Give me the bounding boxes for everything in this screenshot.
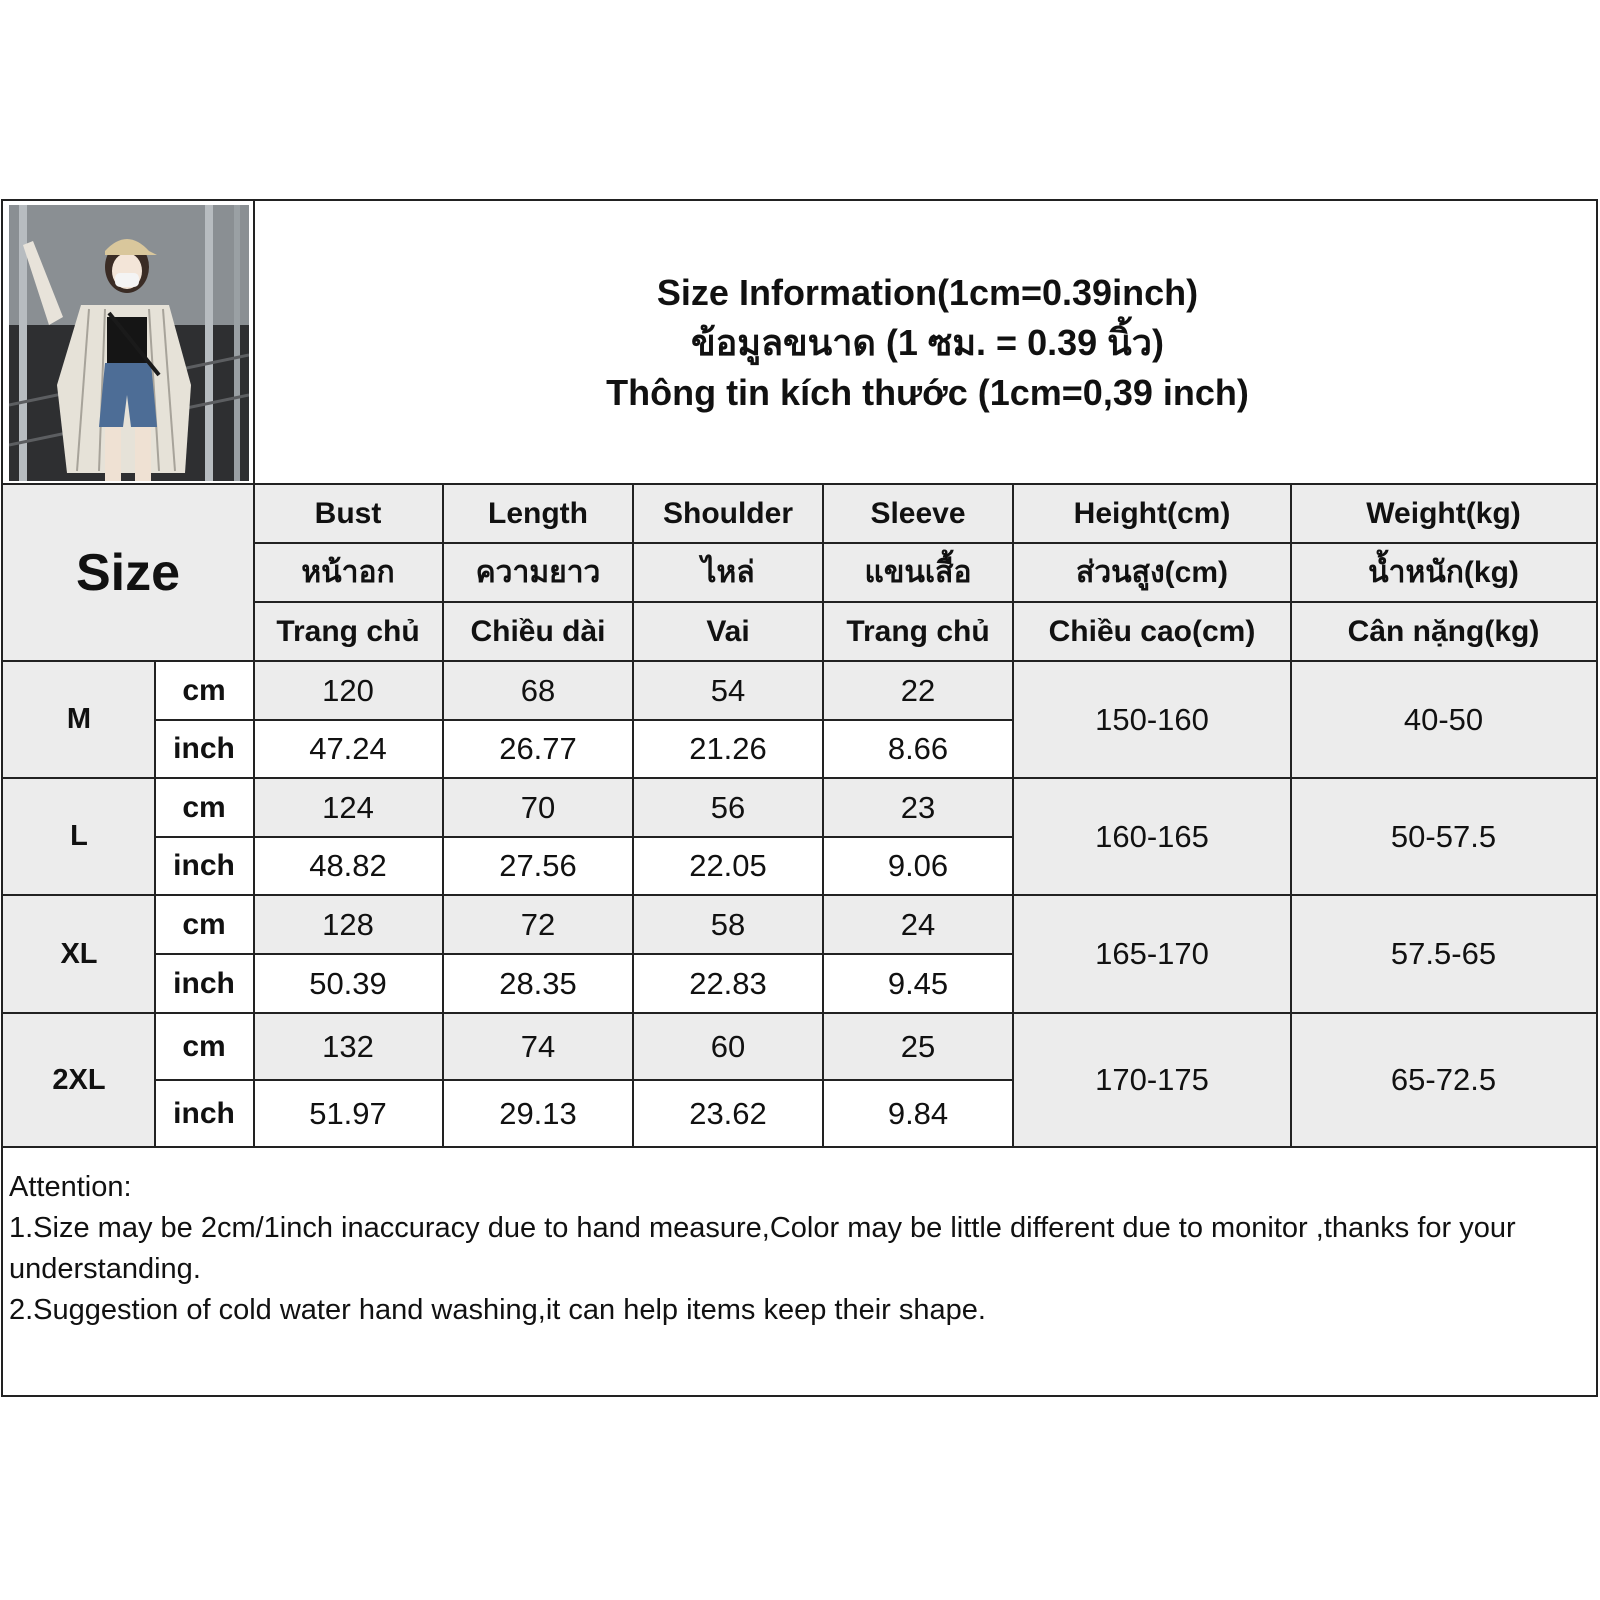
unit-cm-label: cm <box>155 895 253 954</box>
col-weight-vi: Cân nặng(kg) <box>1291 602 1596 661</box>
title-thai: ข้อมูลขนาด (1 ซม. = 0.39 นิ้ว) <box>691 321 1164 363</box>
model-photo-image <box>9 205 249 481</box>
col-sleeve-th: แขนเสื้อ <box>823 543 1013 602</box>
shoulder-inch-value: 21.26 <box>633 720 823 778</box>
grid-line <box>253 201 255 1146</box>
attention-notes <box>9 1167 1589 1331</box>
col-weight-th: น้ำหนัก(kg) <box>1291 543 1596 602</box>
attention-note-2: 2.Suggestion of cold water hand washing,it can help items keep their shape. <box>9 1294 986 1326</box>
size-label: XL <box>3 895 155 1013</box>
height-range-value: 150-160 <box>1013 661 1291 778</box>
col-sleeve-en: Sleeve <box>823 484 1013 543</box>
bust-cm-value: 128 <box>253 895 443 954</box>
col-length-th: ความยาว <box>443 543 633 602</box>
grid-line <box>155 1079 1013 1081</box>
bust-inch-value: 51.97 <box>253 1080 443 1147</box>
size-info-title <box>259 201 1596 484</box>
weight-range-value: 57.5-65 <box>1291 895 1596 1013</box>
col-height-th: ส่วนสูง(cm) <box>1013 543 1291 602</box>
grid-line <box>3 777 1596 779</box>
grid-line <box>253 601 1596 603</box>
bust-cm-value: 120 <box>253 661 443 720</box>
col-bust-vi: Trang chủ <box>253 602 443 661</box>
shoulder-inch-value: 22.05 <box>633 837 823 895</box>
col-shoulder-en: Shoulder <box>633 484 823 543</box>
height-range-value: 170-175 <box>1013 1013 1291 1147</box>
sleeve-inch-value: 8.66 <box>823 720 1013 778</box>
grid-line <box>155 953 1013 955</box>
col-bust-th: หน้าอก <box>253 543 443 602</box>
shoulder-inch-value: 23.62 <box>633 1080 823 1147</box>
sleeve-inch-value: 9.84 <box>823 1080 1013 1147</box>
bust-cm-value: 132 <box>253 1013 443 1080</box>
shoulder-cm-value: 56 <box>633 778 823 837</box>
attention-note-1: 1.Size may be 2cm/1inch inaccuracy due to hand measure,Color may be little different due to monitor ,thanks for your understanding. <box>9 1212 1516 1285</box>
col-bust-en: Bust <box>253 484 443 543</box>
grid-line <box>3 894 1596 896</box>
length-cm-value: 74 <box>443 1013 633 1080</box>
unit-cm-label: cm <box>155 778 253 837</box>
size-header: Size <box>3 484 253 661</box>
unit-cm-label: cm <box>155 1013 253 1080</box>
grid-line <box>1290 484 1292 1147</box>
attention-heading: Attention: <box>9 1171 132 1203</box>
grid-line <box>3 1146 1596 1148</box>
grid-line <box>442 484 444 1147</box>
length-inch-value: 29.13 <box>443 1080 633 1147</box>
grid-line <box>1012 484 1014 1147</box>
unit-inch-label: inch <box>155 720 253 778</box>
bust-cm-value: 124 <box>253 778 443 837</box>
size-label: L <box>3 778 155 895</box>
sleeve-inch-value: 9.06 <box>823 837 1013 895</box>
shoulder-cm-value: 54 <box>633 661 823 720</box>
length-cm-value: 68 <box>443 661 633 720</box>
sleeve-cm-value: 22 <box>823 661 1013 720</box>
shoulder-cm-value: 58 <box>633 895 823 954</box>
weight-range-value: 50-57.5 <box>1291 778 1596 895</box>
grid-line <box>822 484 824 1147</box>
length-inch-value: 27.56 <box>443 837 633 895</box>
height-range-value: 165-170 <box>1013 895 1291 1013</box>
weight-range-value: 40-50 <box>1291 661 1596 778</box>
unit-inch-label: inch <box>155 954 253 1013</box>
size-label: 2XL <box>3 1013 155 1147</box>
grid-line <box>632 484 634 1147</box>
title-vietnamese: Thông tin kích thước (1cm=0,39 inch) <box>606 371 1249 413</box>
shoulder-cm-value: 60 <box>633 1013 823 1080</box>
col-shoulder-th: ไหล่ <box>633 543 823 602</box>
col-height-en: Height(cm) <box>1013 484 1291 543</box>
sleeve-cm-value: 23 <box>823 778 1013 837</box>
sleeve-cm-value: 25 <box>823 1013 1013 1080</box>
grid-line <box>3 660 1596 662</box>
col-height-vi: Chiều cao(cm) <box>1013 602 1291 661</box>
grid-line <box>3 483 1596 485</box>
unit-inch-label: inch <box>155 837 253 895</box>
grid-line <box>154 661 156 1147</box>
shoulder-inch-value: 22.83 <box>633 954 823 1013</box>
bust-inch-value: 47.24 <box>253 720 443 778</box>
grid-line <box>3 1012 1596 1014</box>
sleeve-cm-value: 24 <box>823 895 1013 954</box>
weight-range-value: 65-72.5 <box>1291 1013 1596 1147</box>
col-weight-en: Weight(kg) <box>1291 484 1596 543</box>
length-inch-value: 26.77 <box>443 720 633 778</box>
grid-line <box>155 836 1013 838</box>
unit-cm-label: cm <box>155 661 253 720</box>
length-cm-value: 70 <box>443 778 633 837</box>
height-range-value: 160-165 <box>1013 778 1291 895</box>
col-sleeve-vi: Trang chủ <box>823 602 1013 661</box>
grid-line <box>155 719 1013 721</box>
col-length-en: Length <box>443 484 633 543</box>
unit-inch-label: inch <box>155 1080 253 1147</box>
length-cm-value: 72 <box>443 895 633 954</box>
model-photo <box>9 205 249 481</box>
sleeve-inch-value: 9.45 <box>823 954 1013 1013</box>
title-english: Size Information(1cm=0.39inch) <box>656 271 1199 313</box>
bust-inch-value: 50.39 <box>253 954 443 1013</box>
bust-inch-value: 48.82 <box>253 837 443 895</box>
col-length-vi: Chiều dài <box>443 602 633 661</box>
grid-line <box>253 542 1596 544</box>
size-label: M <box>3 661 155 778</box>
length-inch-value: 28.35 <box>443 954 633 1013</box>
size-chart <box>1 199 1598 1397</box>
col-shoulder-vi: Vai <box>633 602 823 661</box>
